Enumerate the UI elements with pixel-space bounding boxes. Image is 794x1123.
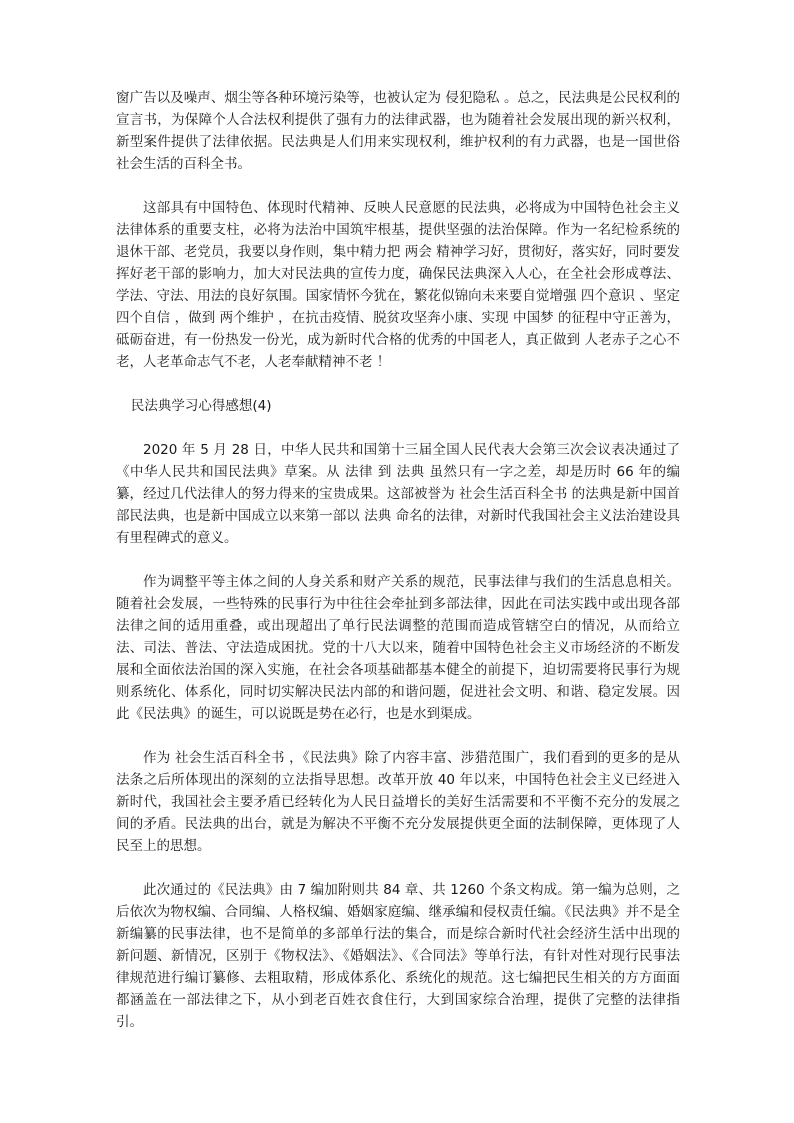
paragraph-6: 此次通过的《民法典》由 7 编加附则共 84 章、共 1260 个条文构成。第一编为总则，之后依次为物权编、合同编、人格权编、婚姻家庭编、继承编和侵权责任编。《民法典》并不是全新编纂的民事法律，也不是简单的多部单行法的集合，而是综合新时代社会经济生活中出现的新问题、新情况，区别于《物权法》、《婚姻法》、《合同法》等单行法，有针对性对现行民事法律规范进行编订纂修、去粗取精，形成体系化、系统化的规范。这七编把民生相关的方方面面都涵盖在一部法律之下，从小到老百姓衣食住行，大到国家综合治理，提供了完整的法律指引。 <box>116 882 680 1030</box>
paragraph-gap <box>116 417 680 439</box>
paragraph-1: 窗广告以及噪声、烟尘等各种环境污染等，也被认定为 侵犯隐私 。总之，民法典是公民权利的宣言书，为保障个人合法权利提供了强有力的法律武器，也为随着社会发展出现的新兴权利，新型案件提供了法律依据。民法典是人们用来实现权利，维护权利的有力武器，也是一国世俗社会生活的百科全书。 <box>116 90 680 172</box>
paragraph-gap <box>116 373 680 395</box>
paragraph-2: 这部具有中国特色、体现时代精神、反映人民意愿的民法典，必将成为中国特色社会主义法律体系的重要支柱，必将为法治中国筑牢根基，提供坚强的法治保障。作为一名纪检系统的退休干部、老党员，我要以身作则，集中精力把 两会 精神学习好，贯彻好，落实好，同时要发挥好老干部的影响力，加大对民法典的宣传力度，确保民法典深入人心，在全社会形成尊法、学法、守法、用法的良好氛围。国家情怀今犹在，繁花似锦向未来要自觉增强 四个意识 、坚定 四个自信 ，做到 两个维护 ，在抗击疫情、脱贫攻坚奔小康、实现 中国梦 的征程中守正善为，砥砺奋进，有一份热发一份光，成为新时代合格的优秀的中国老人，真正做到 人老赤子之心不老，人老革命志气不老，人老奉献精神不老 ！ <box>116 200 680 370</box>
paragraph-gap <box>116 175 680 197</box>
paragraph-gap <box>116 549 680 571</box>
paragraph-gap <box>116 857 680 879</box>
paragraph-4: 作为调整平等主体之间的人身关系和财产关系的规范，民事法律与我们的生活息息相关。随着社会发展，一些特殊的民事行为中往往会牵扯到多部法律，因此在司法实践中或出现各部法律之间的适用重叠，或出现超出了单行民法调整的范围而造成管辖空白的情况，从而给立法、司法、普法、守法造成困扰。党的十八大以来，随着中国特色社会主义市场经济的不断发展和全面依法治国的深入实施，在社会各项基础都基本健全的前提下，迫切需要将民事行为规则系统化、体系化，同时切实解决民法内部的和谐问题，促进社会文明、和谐、稳定发展。因此《民法典》的诞生，可以说既是势在必行，也是水到渠成。 <box>116 574 680 722</box>
paragraph-gap <box>116 725 680 747</box>
document-page <box>116 87 680 1033</box>
section-heading: 民法典学习心得感想(4) <box>130 398 272 414</box>
paragraph-5: 作为 社会生活百科全书 ，《民法典》除了内容丰富、涉猎范围广，我们看到的更多的是从法条之后所体现出的深刻的立法指导思想。改革开放 40 年以来，中国特色社会主义已经进入新时代，我国社会主要矛盾已经转化为人民日益增长的美好生活需要和不平衡不充分的发展之间的矛盾。民法典的出台，就是为解决不平衡不充分发展提供更全面的法制保障，更体现了人民至上的思想。 <box>116 750 680 854</box>
paragraph-3: 2020 年 5 月 28 日，中华人民共和国第十三届全国人民代表大会第三次会议表决通过了《中华人民共和国民法典》草案。从 法律 到 法典 虽然只有一字之差，却是历时 66 年的编纂，经过几代法律人的努力得来的宝贵成果。这部被誉为 社会生活百科全书 的法典是新中国首部民法典，也是新中国成立以来第一部以 法典 命名的法律，对新时代我国社会主义法治建设具有里程碑式的意义。 <box>116 442 680 546</box>
